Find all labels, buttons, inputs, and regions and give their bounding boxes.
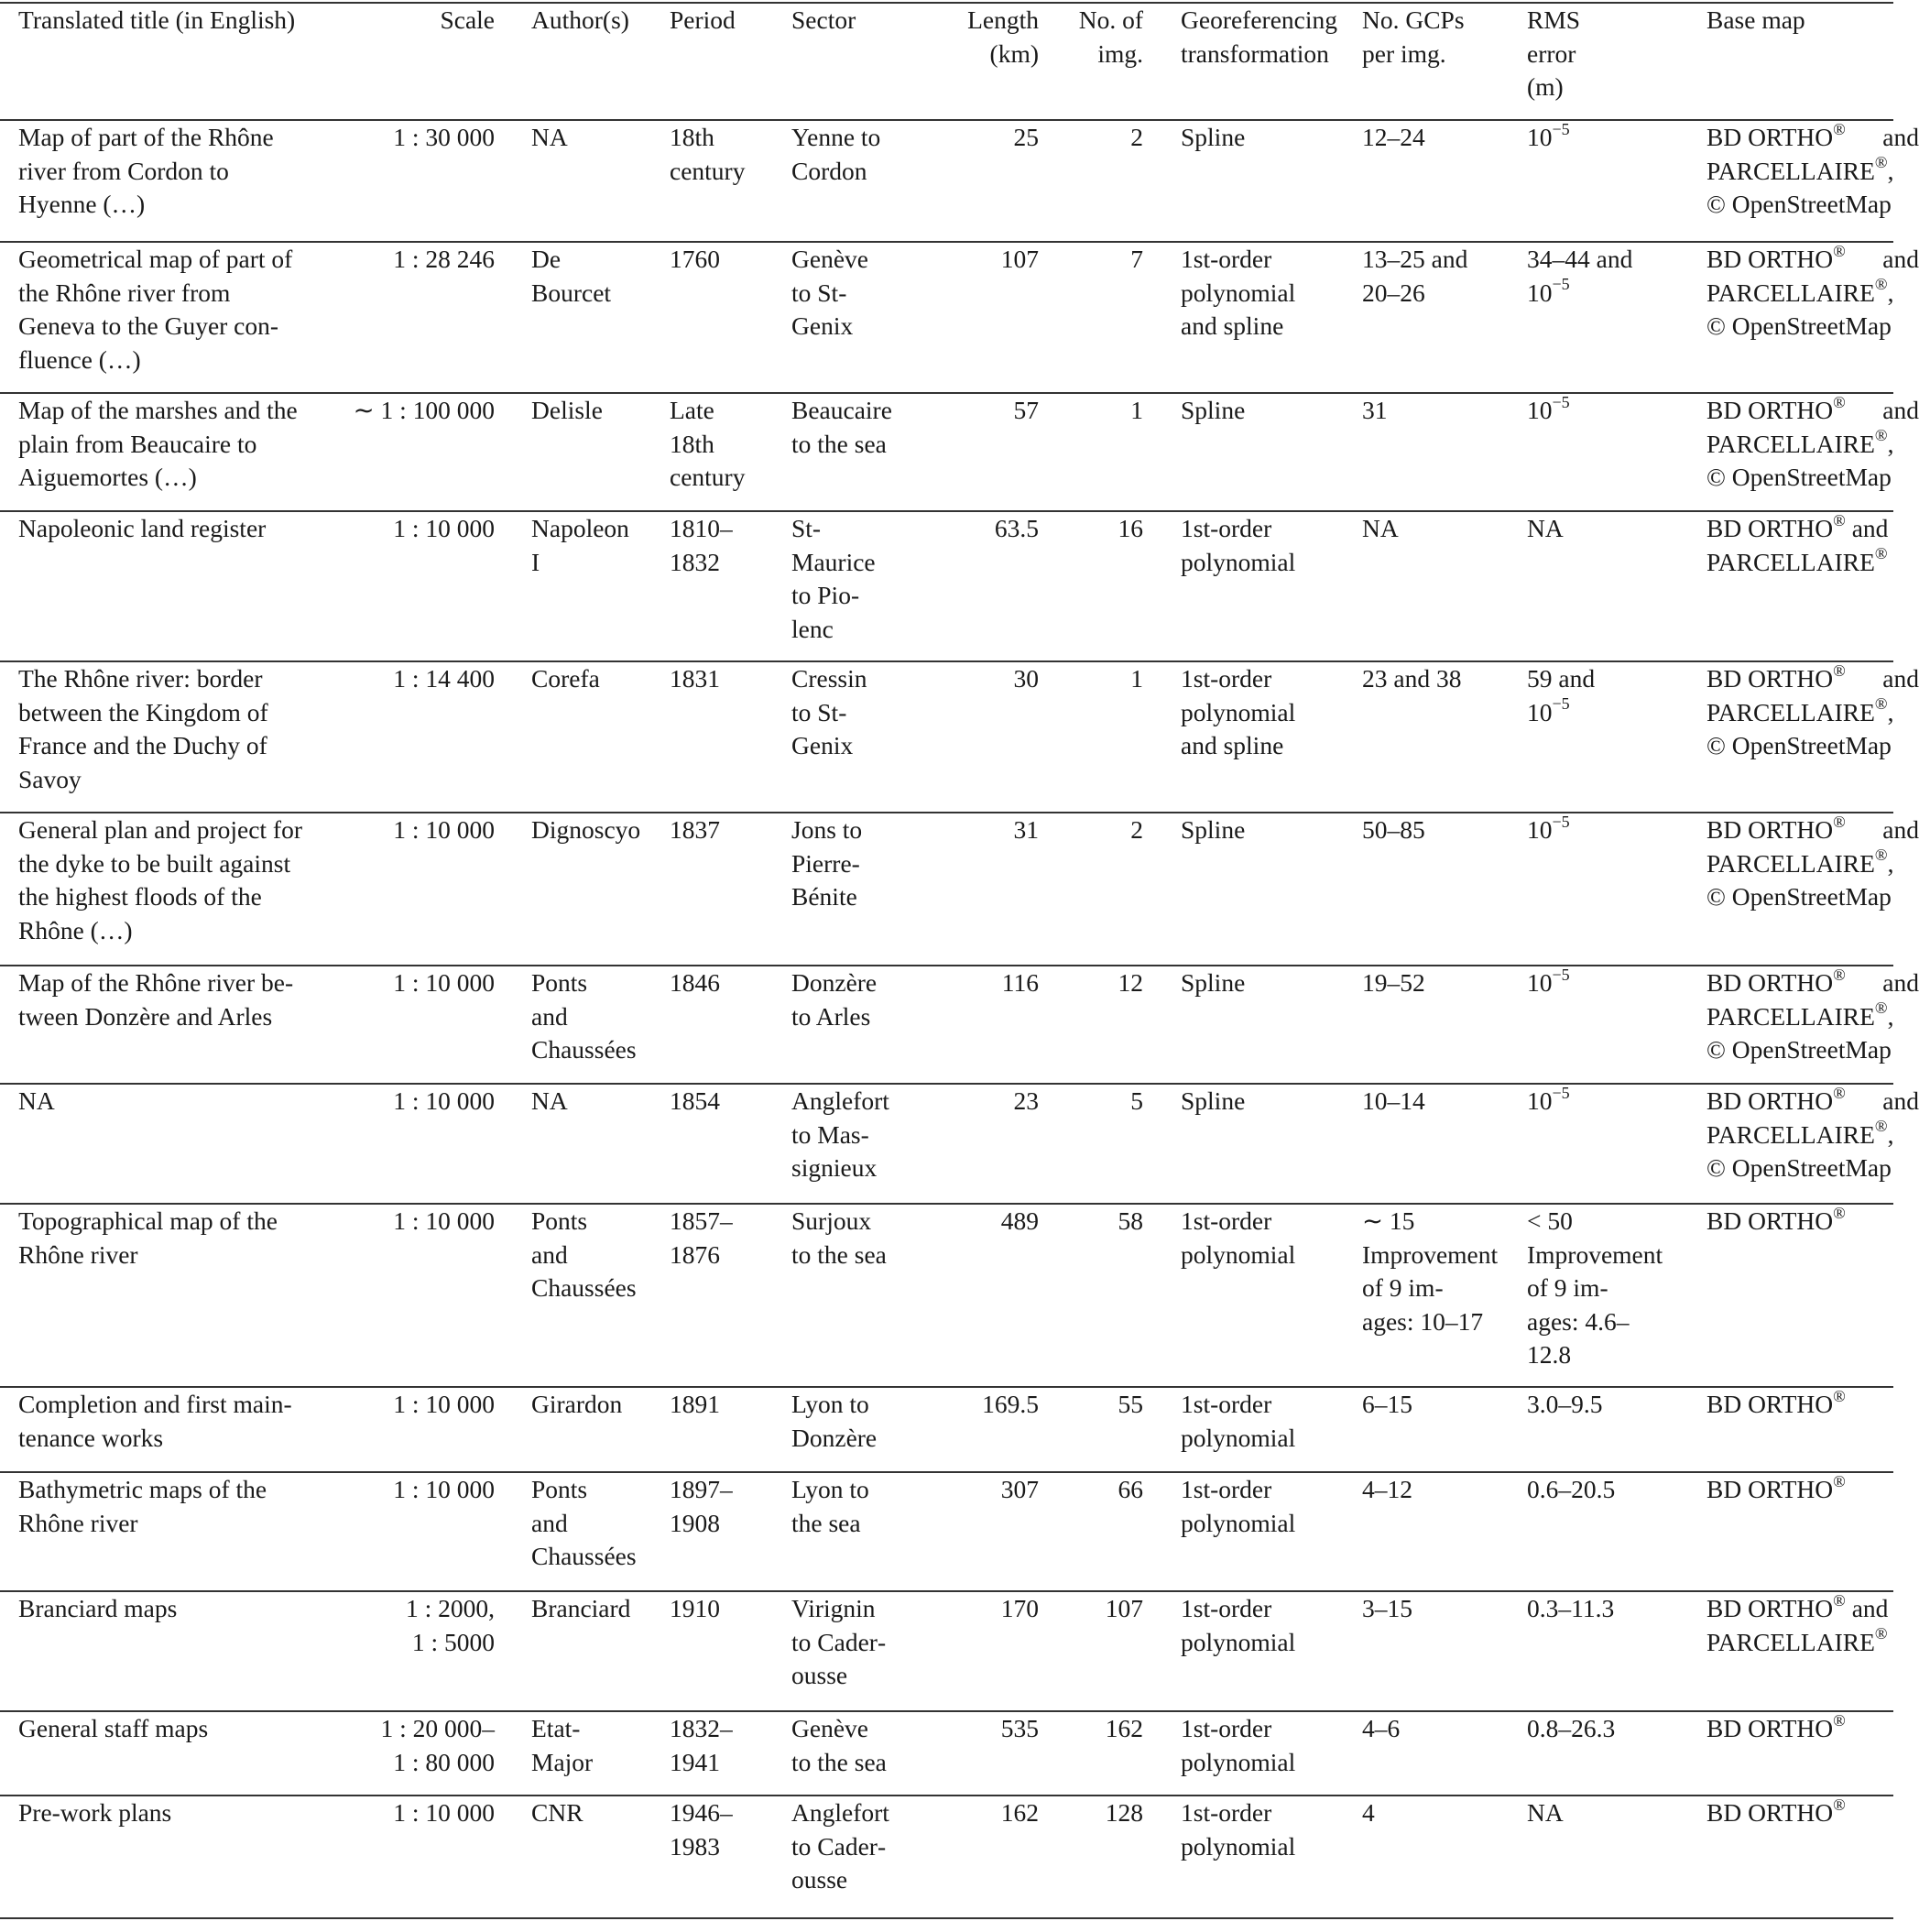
cell-georeferencing: 1st-order polynomial bbox=[1181, 1475, 1296, 1537]
cell-title: The Rhône river: border between the Kingdom of France and the Duchy of Savoy bbox=[18, 664, 268, 793]
cell-sector: Anglefort to Massignieux bbox=[791, 1086, 889, 1182]
cell-scale: 1 : 10 000 bbox=[393, 815, 495, 844]
cell-sector: Donzère to Arles bbox=[791, 968, 878, 1031]
table-row bbox=[0, 393, 1893, 511]
cell-title: Map of part of the Rhône river from Cordon to Hyenne (…) bbox=[18, 123, 274, 218]
cell-base-map bbox=[1653, 1796, 1893, 1918]
cell-scale: 1 : 10 000 bbox=[393, 1475, 495, 1503]
cell-scale: 1 : 10 000 bbox=[393, 1206, 495, 1235]
cell-gcps: 31 bbox=[1362, 396, 1388, 424]
cell-georeferencing: 1st-order polynomial bbox=[1181, 1798, 1296, 1861]
cell-title: Pre-work plans bbox=[18, 1798, 172, 1827]
registered-mark: ® bbox=[1874, 275, 1888, 294]
cell-period: 1760 bbox=[670, 245, 720, 273]
cell-title: Napoleonic land register bbox=[18, 514, 267, 542]
registered-mark: ® bbox=[1833, 119, 1846, 138]
cell-scale: 1 : 2000, 1 : 5000 bbox=[405, 1594, 495, 1656]
cell-rms-error bbox=[1489, 1796, 1653, 1918]
cell-rms-error bbox=[1489, 1591, 1653, 1711]
rms-exponent: −5 bbox=[1552, 392, 1570, 411]
cell-base-map bbox=[1653, 241, 1919, 393]
base-map-line: BD ORTHO® and bbox=[1706, 510, 1889, 542]
cell-length: 63.5 bbox=[994, 514, 1039, 542]
cell-georeferencing: 1st-order polynomial and spline bbox=[1181, 664, 1296, 759]
cell-authors: Ponts and Chaussées bbox=[531, 968, 637, 1064]
cell-no-of-img: 2 bbox=[1130, 815, 1143, 844]
cell-gcps: 10–14 bbox=[1362, 1086, 1425, 1115]
cell-gcps: 12–24 bbox=[1362, 123, 1425, 151]
cell-gcps: 4 bbox=[1362, 1798, 1375, 1827]
cell-base-map bbox=[1653, 1387, 1893, 1472]
rms-value: $10^{-5}$ bbox=[1527, 392, 1570, 424]
header-georeferencing: Georeferencing transformation bbox=[1181, 5, 1338, 68]
cell-title: Bathymetric maps of the Rhône river bbox=[18, 1475, 267, 1537]
registered-mark: ® bbox=[1833, 660, 1846, 680]
base-map-line: BD ORTHO® and bbox=[1706, 241, 1919, 273]
base-map-line: PARCELLAIRE®, bbox=[1706, 694, 1894, 726]
header-length: Length (km) bbox=[967, 5, 1039, 68]
cell-scale: 1 : 10 000 bbox=[393, 1798, 495, 1827]
cell-sector: Yenne to Cordon bbox=[791, 123, 881, 185]
header-title: Translated title (in English) bbox=[18, 5, 296, 34]
table-body bbox=[0, 119, 1919, 1918]
registered-mark: ® bbox=[1874, 544, 1888, 563]
registered-mark: ® bbox=[1874, 846, 1888, 865]
rms-exponent: −5 bbox=[1552, 694, 1570, 714]
cell-no-of-img: 66 bbox=[1118, 1475, 1143, 1503]
rms-value: $10^{-5}$ bbox=[1527, 965, 1570, 997]
cell-title: General staff maps bbox=[18, 1714, 209, 1742]
table-row bbox=[0, 120, 1893, 242]
cell-authors: Corefa bbox=[531, 664, 600, 693]
cell-gcps: 6–15 bbox=[1362, 1390, 1412, 1418]
table-row bbox=[0, 1472, 1893, 1591]
registered-mark: ® bbox=[1874, 1624, 1888, 1643]
cell-period: 1831 bbox=[670, 664, 720, 693]
rms-value: NA bbox=[1527, 1798, 1564, 1827]
cell-title: Completion and first maintenance works bbox=[18, 1390, 292, 1452]
cell-georeferencing: Spline bbox=[1181, 815, 1246, 844]
cell-authors: Ponts and Chaussées bbox=[531, 1206, 637, 1302]
cell-length: 25 bbox=[1013, 123, 1039, 151]
cell-length: 23 bbox=[1013, 1086, 1039, 1115]
base-map-line: PARCELLAIRE®, bbox=[1706, 426, 1894, 458]
base-map-line: BD ORTHO® and bbox=[1706, 812, 1919, 844]
cell-authors: NA bbox=[531, 1086, 568, 1115]
cell-georeferencing: 1st-order polynomial bbox=[1181, 514, 1296, 576]
cell-period: 1946–1983 bbox=[670, 1798, 733, 1861]
registered-mark: ® bbox=[1874, 1117, 1888, 1136]
base-map-line: © OpenStreetMap bbox=[1706, 311, 1892, 340]
cell-scale: 1 : 10 000 bbox=[393, 514, 495, 542]
base-map-line: BD ORTHO® and bbox=[1706, 1083, 1919, 1115]
cell-no-of-img: 16 bbox=[1118, 514, 1143, 542]
cell-length: 31 bbox=[1013, 815, 1039, 844]
cell-period: 18th century bbox=[670, 123, 746, 185]
base-map-line: BD ORTHO® and bbox=[1706, 660, 1919, 693]
cell-georeferencing: Spline bbox=[1181, 968, 1246, 997]
base-map-line: BD ORTHO® and bbox=[1706, 965, 1919, 997]
cell-period: Late 18th century bbox=[670, 396, 746, 491]
base-map-line: BD ORTHO® and bbox=[1706, 119, 1919, 151]
cell-base-map bbox=[1653, 1711, 1893, 1796]
cell-sector: Genève to the sea bbox=[791, 1714, 887, 1776]
base-map-line: PARCELLAIRE®, bbox=[1706, 999, 1894, 1031]
base-map-line: BD ORTHO® and bbox=[1706, 1590, 1889, 1622]
cell-gcps: NA bbox=[1362, 514, 1399, 542]
cell-rms-error bbox=[1489, 661, 1653, 813]
cell-no-of-img: 128 bbox=[1105, 1798, 1143, 1827]
cell-length: 116 bbox=[1001, 968, 1039, 997]
base-map-line: PARCELLAIRE®, bbox=[1706, 1117, 1894, 1149]
rms-exponent: −5 bbox=[1552, 119, 1570, 138]
header-gcps: No. GCPs per img. bbox=[1362, 5, 1465, 68]
base-map-line: BD ORTHO® bbox=[1706, 1710, 1846, 1742]
cell-period: 1910 bbox=[670, 1594, 720, 1622]
table-row bbox=[0, 1591, 1893, 1711]
cell-rms-error bbox=[1489, 1472, 1653, 1591]
base-map-line: © OpenStreetMap bbox=[1706, 1035, 1892, 1064]
cell-georeferencing: 1st-order polynomial bbox=[1181, 1390, 1296, 1452]
cell-georeferencing: Spline bbox=[1181, 396, 1246, 424]
rms-value: NA bbox=[1527, 514, 1564, 542]
cell-gcps: 23 and 38 bbox=[1362, 664, 1462, 693]
base-map-line: PARCELLAIRE®, bbox=[1706, 275, 1894, 307]
cell-title: Topographical map of the Rhône river bbox=[18, 1206, 278, 1269]
rms-value: 0.8–26.3 bbox=[1527, 1714, 1616, 1742]
cell-title: General plan and project for the dyke to be built against the highest floods of the Rhône (…) bbox=[18, 815, 302, 944]
rms-value: $10^{-5}$ bbox=[1527, 812, 1570, 844]
cell-no-of-img: 107 bbox=[1105, 1594, 1143, 1622]
rms-value: 3.0–9.5 bbox=[1527, 1390, 1603, 1418]
cell-gcps: 4–12 bbox=[1362, 1475, 1412, 1503]
table-row bbox=[0, 1796, 1893, 1918]
base-map-line: PARCELLAIRE® bbox=[1706, 544, 1888, 576]
cell-rms-error bbox=[1489, 966, 1653, 1084]
base-map-line: BD ORTHO® bbox=[1706, 1471, 1846, 1503]
cell-gcps: 13–25 and 20–26 bbox=[1362, 245, 1468, 307]
cell-base-map bbox=[1653, 812, 1919, 966]
registered-mark: ® bbox=[1833, 965, 1846, 984]
cell-base-map bbox=[1653, 511, 1893, 661]
cell-authors: Napoleon I bbox=[531, 514, 629, 576]
cell-base-map bbox=[1653, 1472, 1893, 1591]
registered-mark: ® bbox=[1833, 1590, 1846, 1610]
rms-exponent: −5 bbox=[1552, 1083, 1570, 1102]
base-map-line: © OpenStreetMap bbox=[1706, 1153, 1892, 1182]
table-row bbox=[0, 242, 1893, 393]
cell-scale: 1 : 20 000– 1 : 80 000 bbox=[380, 1714, 495, 1776]
cell-rms-error bbox=[1489, 1387, 1653, 1472]
cell-period: 1837 bbox=[670, 815, 720, 844]
cell-period: 1891 bbox=[670, 1390, 720, 1418]
cell-title: Branciard maps bbox=[18, 1594, 178, 1622]
cell-gcps: ∼ 15 Improvement of 9 images: 10–17 bbox=[1362, 1206, 1499, 1336]
cell-period: 1846 bbox=[670, 968, 720, 997]
cell-no-of-img: 162 bbox=[1105, 1714, 1143, 1742]
table-row bbox=[0, 511, 1893, 661]
cell-no-of-img: 55 bbox=[1118, 1390, 1143, 1418]
cell-georeferencing: Spline bbox=[1181, 1086, 1246, 1115]
cell-base-map bbox=[1653, 1083, 1919, 1204]
registered-mark: ® bbox=[1833, 241, 1846, 260]
cell-length: 170 bbox=[1000, 1594, 1039, 1622]
cell-no-of-img: 58 bbox=[1118, 1206, 1143, 1235]
header-rms: RMS error (m) bbox=[1527, 5, 1581, 101]
cell-sector: Jons to Pierre-Bénite bbox=[791, 815, 863, 911]
base-map-line: BD ORTHO® bbox=[1706, 1203, 1846, 1235]
registered-mark: ® bbox=[1833, 1386, 1846, 1405]
cell-length: 307 bbox=[1000, 1475, 1039, 1503]
cell-length: 535 bbox=[1000, 1714, 1039, 1742]
cell-base-map bbox=[1653, 1204, 1893, 1387]
cell-authors: Delisle bbox=[531, 396, 603, 424]
header-period: Period bbox=[670, 5, 736, 34]
registered-mark: ® bbox=[1874, 694, 1888, 714]
cell-rms-error bbox=[1489, 1711, 1653, 1796]
cell-authors: Ponts and Chaussées bbox=[531, 1475, 637, 1570]
base-map-line: PARCELLAIRE®, bbox=[1706, 153, 1894, 185]
cell-base-map bbox=[1653, 1591, 1893, 1711]
cell-rms-error bbox=[1489, 1204, 1663, 1387]
base-map-line: PARCELLAIRE®, bbox=[1706, 846, 1894, 878]
cell-georeferencing: Spline bbox=[1181, 123, 1246, 151]
cell-sector: Surjoux to the sea bbox=[791, 1206, 887, 1269]
base-map-line: BD ORTHO® and bbox=[1706, 392, 1919, 424]
header-no-of-img: No. of img. bbox=[1078, 5, 1143, 68]
base-map-line: © OpenStreetMap bbox=[1706, 882, 1892, 911]
cell-authors: Branciard bbox=[531, 1594, 631, 1622]
cell-base-map bbox=[1653, 119, 1919, 242]
rms-value: $10^{-5}$ bbox=[1527, 1083, 1570, 1115]
cell-rms-error bbox=[1489, 242, 1653, 393]
cell-period: 1857–1876 bbox=[670, 1206, 733, 1269]
base-map-line: PARCELLAIRE® bbox=[1706, 1624, 1888, 1656]
cell-no-of-img: 2 bbox=[1130, 123, 1143, 151]
rms-value: 59 and bbox=[1527, 664, 1596, 693]
table-row bbox=[0, 813, 1893, 966]
cell-base-map bbox=[1653, 660, 1919, 813]
rms-exponent: −5 bbox=[1552, 812, 1570, 831]
cell-title: Map of the marshes and the plain from Beaucaire to Aiguemortes (…) bbox=[18, 396, 298, 491]
cell-period: 1810–1832 bbox=[670, 514, 733, 576]
base-map-line: BD ORTHO® bbox=[1706, 1386, 1846, 1418]
table-row bbox=[0, 661, 1893, 813]
cell-period: 1854 bbox=[670, 1086, 720, 1115]
cell-sector: Virignin to Caderousse bbox=[791, 1594, 887, 1689]
cell-georeferencing: 1st-order polynomial bbox=[1181, 1594, 1296, 1656]
registered-mark: ® bbox=[1874, 426, 1888, 445]
base-map-line: BD ORTHO® bbox=[1706, 1795, 1846, 1827]
cell-rms-error bbox=[1489, 120, 1653, 242]
cell-georeferencing: 1st-order polynomial bbox=[1181, 1206, 1296, 1269]
cell-sector: Beaucaire to the sea bbox=[791, 396, 892, 458]
rms-value: 34–44 and bbox=[1527, 245, 1633, 273]
cell-scale: ∼ 1 : 100 000 bbox=[353, 396, 495, 424]
cell-rms-error bbox=[1489, 393, 1653, 511]
cell-length: 107 bbox=[1000, 245, 1039, 273]
cell-georeferencing: 1st-order polynomial and spline bbox=[1181, 245, 1296, 340]
table-header-row bbox=[0, 3, 1893, 120]
registered-mark: ® bbox=[1833, 510, 1846, 529]
cell-sector: Genève to St-Genix bbox=[791, 245, 868, 340]
cell-gcps: 50–85 bbox=[1362, 815, 1425, 844]
rms-exponent: −5 bbox=[1552, 275, 1570, 294]
cell-gcps: 3–15 bbox=[1362, 1594, 1412, 1622]
cell-scale: 1 : 30 000 bbox=[393, 123, 495, 151]
registered-mark: ® bbox=[1833, 1795, 1846, 1814]
base-map-line: © OpenStreetMap bbox=[1706, 190, 1892, 218]
cell-authors: Dignoscyo bbox=[531, 815, 641, 844]
registered-mark: ® bbox=[1833, 812, 1846, 831]
rms-value: < 50 Improvement of 9 images: 4.6–12.8 bbox=[1527, 1206, 1663, 1369]
cell-length: 162 bbox=[1000, 1798, 1039, 1827]
cell-no-of-img: 1 bbox=[1130, 396, 1143, 424]
table-row bbox=[0, 1711, 1893, 1796]
cell-gcps: 4–6 bbox=[1362, 1714, 1401, 1742]
registered-mark: ® bbox=[1833, 1471, 1846, 1490]
table-row bbox=[0, 966, 1893, 1084]
cell-base-map bbox=[1653, 965, 1919, 1084]
cell-rms-error bbox=[1489, 1084, 1653, 1204]
cell-no-of-img: 7 bbox=[1130, 245, 1143, 273]
cell-base-map bbox=[1653, 392, 1919, 511]
registered-mark: ® bbox=[1874, 153, 1888, 172]
cell-sector: St-Maurice to Piolenc bbox=[791, 514, 876, 643]
cell-sector: Lyon to the sea bbox=[791, 1475, 869, 1537]
rms-value: $10^{-5}$ bbox=[1527, 119, 1570, 151]
cell-length: 489 bbox=[1000, 1206, 1039, 1235]
cell-sector: Anglefort to Caderousse bbox=[791, 1798, 889, 1894]
cell-length: 30 bbox=[1013, 664, 1039, 693]
cell-period: 1832–1941 bbox=[670, 1714, 733, 1776]
cell-scale: 1 : 10 000 bbox=[393, 1390, 495, 1418]
cell-title: Map of the Rhône river between Donzère and Arles bbox=[18, 968, 294, 1031]
header-scale: Scale bbox=[440, 5, 495, 34]
registered-mark: ® bbox=[1833, 1203, 1846, 1222]
cell-authors: De Bourcet bbox=[531, 245, 612, 307]
rms-value: 0.6–20.5 bbox=[1527, 1475, 1616, 1503]
cell-scale: 1 : 14 400 bbox=[393, 664, 495, 693]
cell-period: 1897–1908 bbox=[670, 1475, 733, 1537]
cell-scale: 1 : 28 246 bbox=[393, 245, 495, 273]
table-row bbox=[0, 1387, 1893, 1472]
registered-mark: ® bbox=[1874, 999, 1888, 1018]
rms-value: $10^{-5}$ bbox=[1527, 694, 1570, 726]
cell-gcps: 19–52 bbox=[1362, 968, 1425, 997]
base-map-line: © OpenStreetMap bbox=[1706, 731, 1892, 759]
cell-authors: CNR bbox=[531, 1798, 583, 1827]
cell-authors: NA bbox=[531, 123, 568, 151]
cell-no-of-img: 1 bbox=[1130, 664, 1143, 693]
cell-length: 169.5 bbox=[982, 1390, 1039, 1418]
cell-scale: 1 : 10 000 bbox=[393, 968, 495, 997]
cell-scale: 1 : 10 000 bbox=[393, 1086, 495, 1115]
cell-no-of-img: 5 bbox=[1130, 1086, 1143, 1115]
cell-georeferencing: 1st-order polynomial bbox=[1181, 1714, 1296, 1776]
rms-value: $10^{-5}$ bbox=[1527, 275, 1570, 307]
header-sector: Sector bbox=[791, 5, 856, 34]
cell-sector: Lyon to Donzère bbox=[791, 1390, 878, 1452]
cell-authors: Etat-Major bbox=[531, 1714, 594, 1776]
cell-title: NA bbox=[18, 1086, 55, 1115]
rms-value: 0.3–11.3 bbox=[1527, 1594, 1615, 1622]
table-row bbox=[0, 1204, 1893, 1387]
header-base-map: Base map bbox=[1706, 5, 1805, 34]
cell-authors: Girardon bbox=[531, 1390, 623, 1418]
registered-mark: ® bbox=[1833, 1083, 1846, 1102]
base-map-line: © OpenStreetMap bbox=[1706, 463, 1892, 491]
header-authors: Author(s) bbox=[531, 5, 629, 34]
cell-title: Geometrical map of part of the Rhône river from Geneva to the Guyer confluence (…) bbox=[18, 245, 293, 374]
cell-rms-error bbox=[1489, 813, 1653, 966]
table-row bbox=[0, 1084, 1893, 1204]
cell-rms-error bbox=[1489, 511, 1653, 661]
cell-no-of-img: 12 bbox=[1118, 968, 1143, 997]
cell-length: 57 bbox=[1013, 396, 1039, 424]
registered-mark: ® bbox=[1833, 392, 1846, 411]
rms-exponent: −5 bbox=[1552, 965, 1570, 984]
historical-maps-table bbox=[0, 2, 1919, 1919]
cell-sector: Cressin to St-Genix bbox=[791, 664, 867, 759]
registered-mark: ® bbox=[1833, 1710, 1846, 1730]
